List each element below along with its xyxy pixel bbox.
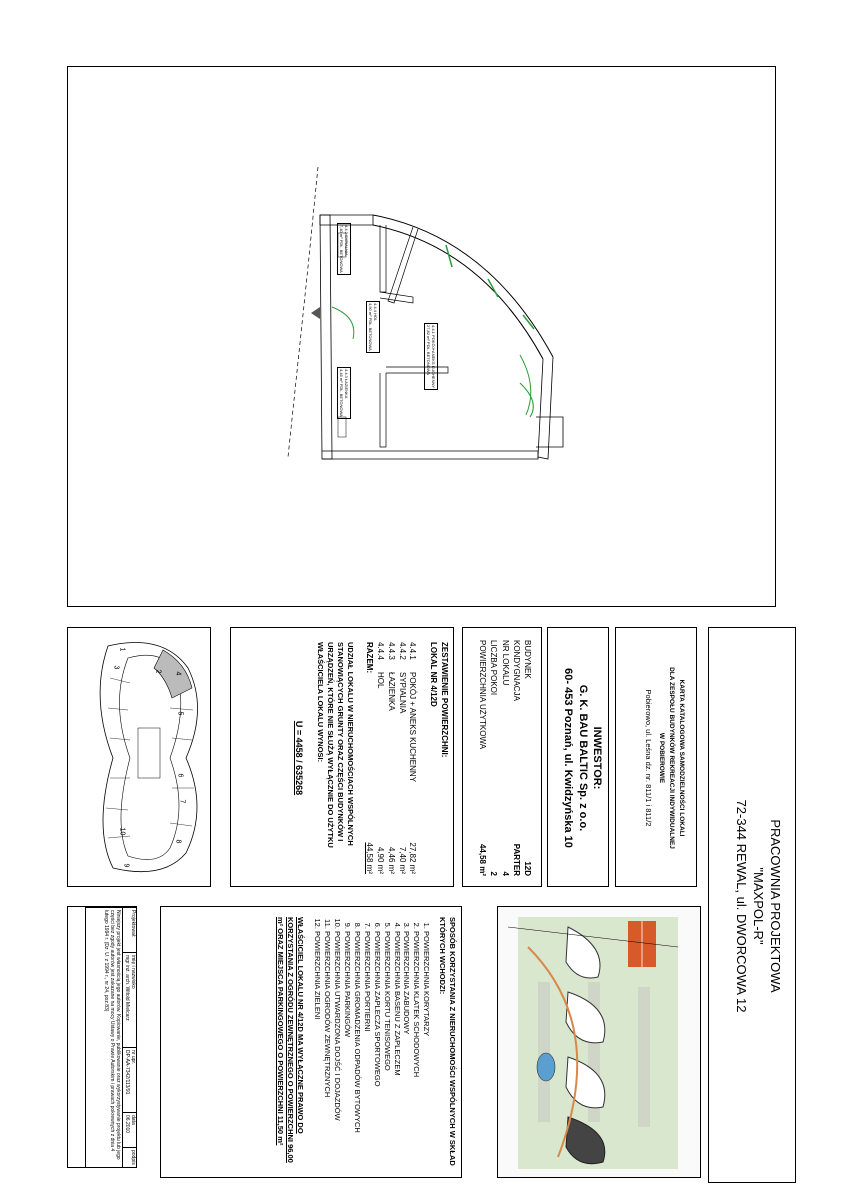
- key-plan-unit-5: 5: [176, 711, 184, 716]
- usage-title: SPOSÓB KORZYSTANIA Z NIERUCHOMOŚCI WSPÓLNYCH W SKŁAD KTÓRYCH WCHODZI:: [438, 917, 457, 1166]
- partition-wall-5: [388, 227, 418, 303]
- card-title-line2: DLA ZESPOŁU BUDYNKÓW REKREACJI INDYWIDUALNEJ: [668, 667, 676, 849]
- license-number: DP-AA-7342/113/91: [124, 1050, 130, 1095]
- site-plan-drawing: [498, 907, 701, 1178]
- pool: [537, 1053, 555, 1081]
- key-plan-unit-8: 8: [174, 839, 182, 844]
- area-row: 4.4.1 POKÓJ + ANEKS KUCHENNY 27,82 m²: [408, 642, 418, 874]
- entrance-arrow: [311, 307, 320, 319]
- usage-item: 1. POWIERZCHNIA KORYTARZY: [421, 931, 431, 1169]
- partition-wall-3: [386, 367, 448, 373]
- share-text: UDZIAŁ LOKALU W NIERUCHOMOŚCIACH WSPÓLNYCH STANOWIĄCYCH GRUNTY ORAZ CZĘŚCI BUDYNKÓW I URZĄDZEŃ, KTÓRE NIE SŁUŻĄ WYŁĄCZNIE DO UŻYTKU WŁAŚCICIELA LOKALU WYNOSI:: [316, 642, 356, 848]
- key-plan-unit-9: 9: [122, 863, 130, 868]
- info-row-storey: KONDYGNACJA PARTER: [511, 640, 521, 876]
- name-header: imię i nazwisko: [130, 955, 136, 989]
- usage-item: 10. POWIERZCHNIA UTWARDZONA DOJŚĆ I DOJAZDÓW: [332, 931, 342, 1169]
- key-plan-unit-4: 4: [174, 671, 182, 676]
- outer-wall-bottom: [322, 451, 538, 459]
- usage-item: 11. POWIERZCHNIA OGRODÓW ZEWNĘTRZNYCH: [322, 931, 332, 1169]
- info-row-building: BUDYNEK 12D: [523, 640, 532, 876]
- key-plan-unit-1: 1: [118, 647, 126, 652]
- card-title-line3: W POBIEROWIE: [658, 732, 666, 784]
- usage-item: 12. POWIERZCHNIA ZIELENI: [313, 931, 323, 1169]
- studio-header: [708, 627, 796, 1183]
- floor-plan-frame: [67, 66, 776, 607]
- key-plan-unit-10: 10: [118, 827, 126, 836]
- bathroom-fixture: [338, 417, 346, 437]
- room-label-4-4-2: 4.4.2 SYPIALNIA 7,40 m² PDŁ. BETONOWA: [339, 225, 349, 273]
- date-header: data: [130, 1115, 136, 1125]
- partition-wall-1: [380, 225, 386, 292]
- key-plan-box: [67, 627, 211, 887]
- usage-item: 2. POWIERZCHNIA KLATEK SCHODOWYCH: [411, 931, 421, 1169]
- usage-item: 5. POWIERZCHNIA KORTU TENISOWEGO: [382, 931, 392, 1169]
- info-row-unit: NR LOKALU 4: [500, 640, 510, 876]
- area-summary-unit: LOKAL NR 4/12D: [429, 642, 439, 707]
- signature-table: [85, 907, 137, 1168]
- usage-item: 6. POWIERZCHNIA ZAPLECZA SPORTOWEGO: [372, 931, 382, 1169]
- license-header: nr upr.: [130, 1050, 136, 1065]
- curved-facade-inner: [373, 225, 543, 359]
- outer-wall-right: [538, 357, 553, 459]
- usage-item: 7. POWIERZCHNIA PORTIERNI: [362, 931, 372, 1169]
- key-plan-unit-2: 2: [154, 669, 162, 674]
- area-row: 4.4.3 ŁAZIENKA 4,46 m²: [386, 642, 396, 874]
- info-row-rooms: LICZBA POKOI 2: [489, 640, 499, 876]
- studio-address: 72-344 REWAL, ul. DWORCOWA 12: [734, 799, 750, 1013]
- entrance-door-arc: [332, 307, 354, 339]
- investor-address: 60- 453 Poznań, ul. Kwidzyńska 10: [562, 668, 575, 848]
- studio-name: PRACOWNIA PROJEKTOWA: [768, 819, 783, 993]
- floor-plan-drawing: [68, 67, 776, 607]
- building-info-box: [462, 627, 542, 887]
- highlighted-unit: [154, 650, 192, 698]
- designer-name: mgr inż. arch. Witold Mielcarz: [124, 955, 130, 1021]
- key-plan-unit-6: 6: [176, 773, 184, 778]
- area-row: 4.4.2 SYPIALNIA 7,40 m²: [397, 642, 407, 874]
- card-address: Pobierowo, ul. Leśna dz. nr. 811/1 i 811/2: [643, 689, 653, 827]
- investor-label: INWESTOR:: [591, 726, 603, 790]
- card-title: [615, 627, 697, 887]
- date-value: 06.2010: [124, 1115, 130, 1134]
- signature-header: podpis: [123, 1148, 138, 1169]
- info-row-area: POWIERZCHNIA UŻYTKOWA 44,58 m²: [478, 640, 488, 876]
- key-plan-unit-3: 3: [112, 665, 120, 670]
- partition-wall-2: [380, 292, 413, 303]
- usage-item: 4. POWIERZCHNIA BASENU Z ZAPLECZEM: [392, 931, 402, 1169]
- usage-box: [160, 906, 462, 1178]
- area-row: 4.4.4 HOL 4,90 m²: [376, 642, 386, 874]
- room-label-4-4-3: 4.4.3 ŁAZIENKA 4,46 m² PDŁ. BETONOWA: [339, 369, 349, 417]
- room-label-4-4-1: 4.4.1 POKÓJ+ANEKS KUCHENNY 27,82 m² PDŁ. BETONOWA: [426, 325, 436, 389]
- studio-brand: "MAXPOL-R": [751, 867, 767, 945]
- card-title-line1: KARTA KATALOGOWA SAMODZIELNOŚCI LOKALI: [678, 679, 685, 837]
- area-summary-box: [230, 627, 454, 887]
- key-plan-drawing: [68, 628, 211, 887]
- copyright-notice: Niniejszy projekt jest własnością jego autorów. Kopiowanie, publikowanie oraz wykorzystywanie projektu lub jego części bez zgody autorów jest zakazane na mocy Ustawy o Prawie Autorskim i prawach pokrewnych z dnia 4 lutego 1994 r. (Dz. U. z 1994 r., nr 24, poz.83): [86, 908, 123, 1169]
- usage-item: 8. POWIERZCHNIA GROMADZENIA ODPADÓW BYTOWYCH: [352, 931, 362, 1169]
- owner-rights-text: WŁAŚCICIEL LOKALU NR 4/12D MA WYŁĄCZNE PRAWO DO KORZYSTANIA Z OGRÓDU ZEWNĘTRZNEGO O POWIERZCHNI 96,00 m² ORAZ MIEJSCA PARKINGOWEGO O POWIERZCHNI 11,50 m²: [275, 917, 305, 1163]
- curved-facade-outer: [373, 215, 553, 357]
- key-plan-unit-7: 7: [178, 799, 186, 804]
- site-plan-box: [497, 906, 701, 1178]
- area-summary-title: ZESTAWIENIE POWIERZCHNI:: [440, 642, 449, 758]
- usage-item: 3. POWIERZCHNIA ZABUDOWY: [402, 931, 412, 1169]
- outer-wall-left: [320, 215, 332, 459]
- share-value: U = 4458 / 635268: [293, 720, 304, 796]
- investor-name: G. K. BAU BALTIC Sp. z o.o.: [576, 684, 589, 832]
- terrace-door-arc-2: [520, 383, 533, 417]
- designer-label: Projektował:: [123, 908, 138, 953]
- room-label-4-4-4: 4.4.4 HOL 4,90 m² PDŁ. BETONOWA: [368, 303, 378, 351]
- investor-box: [547, 627, 609, 887]
- usage-list: [313, 917, 432, 1169]
- area-total-row: RAZEM: 44,58 m²: [365, 642, 375, 874]
- usage-item: 9. POWIERZCHNIA PARKINGÓW: [342, 931, 352, 1169]
- partition-wall-4: [380, 373, 386, 447]
- signature-block: [67, 906, 137, 1168]
